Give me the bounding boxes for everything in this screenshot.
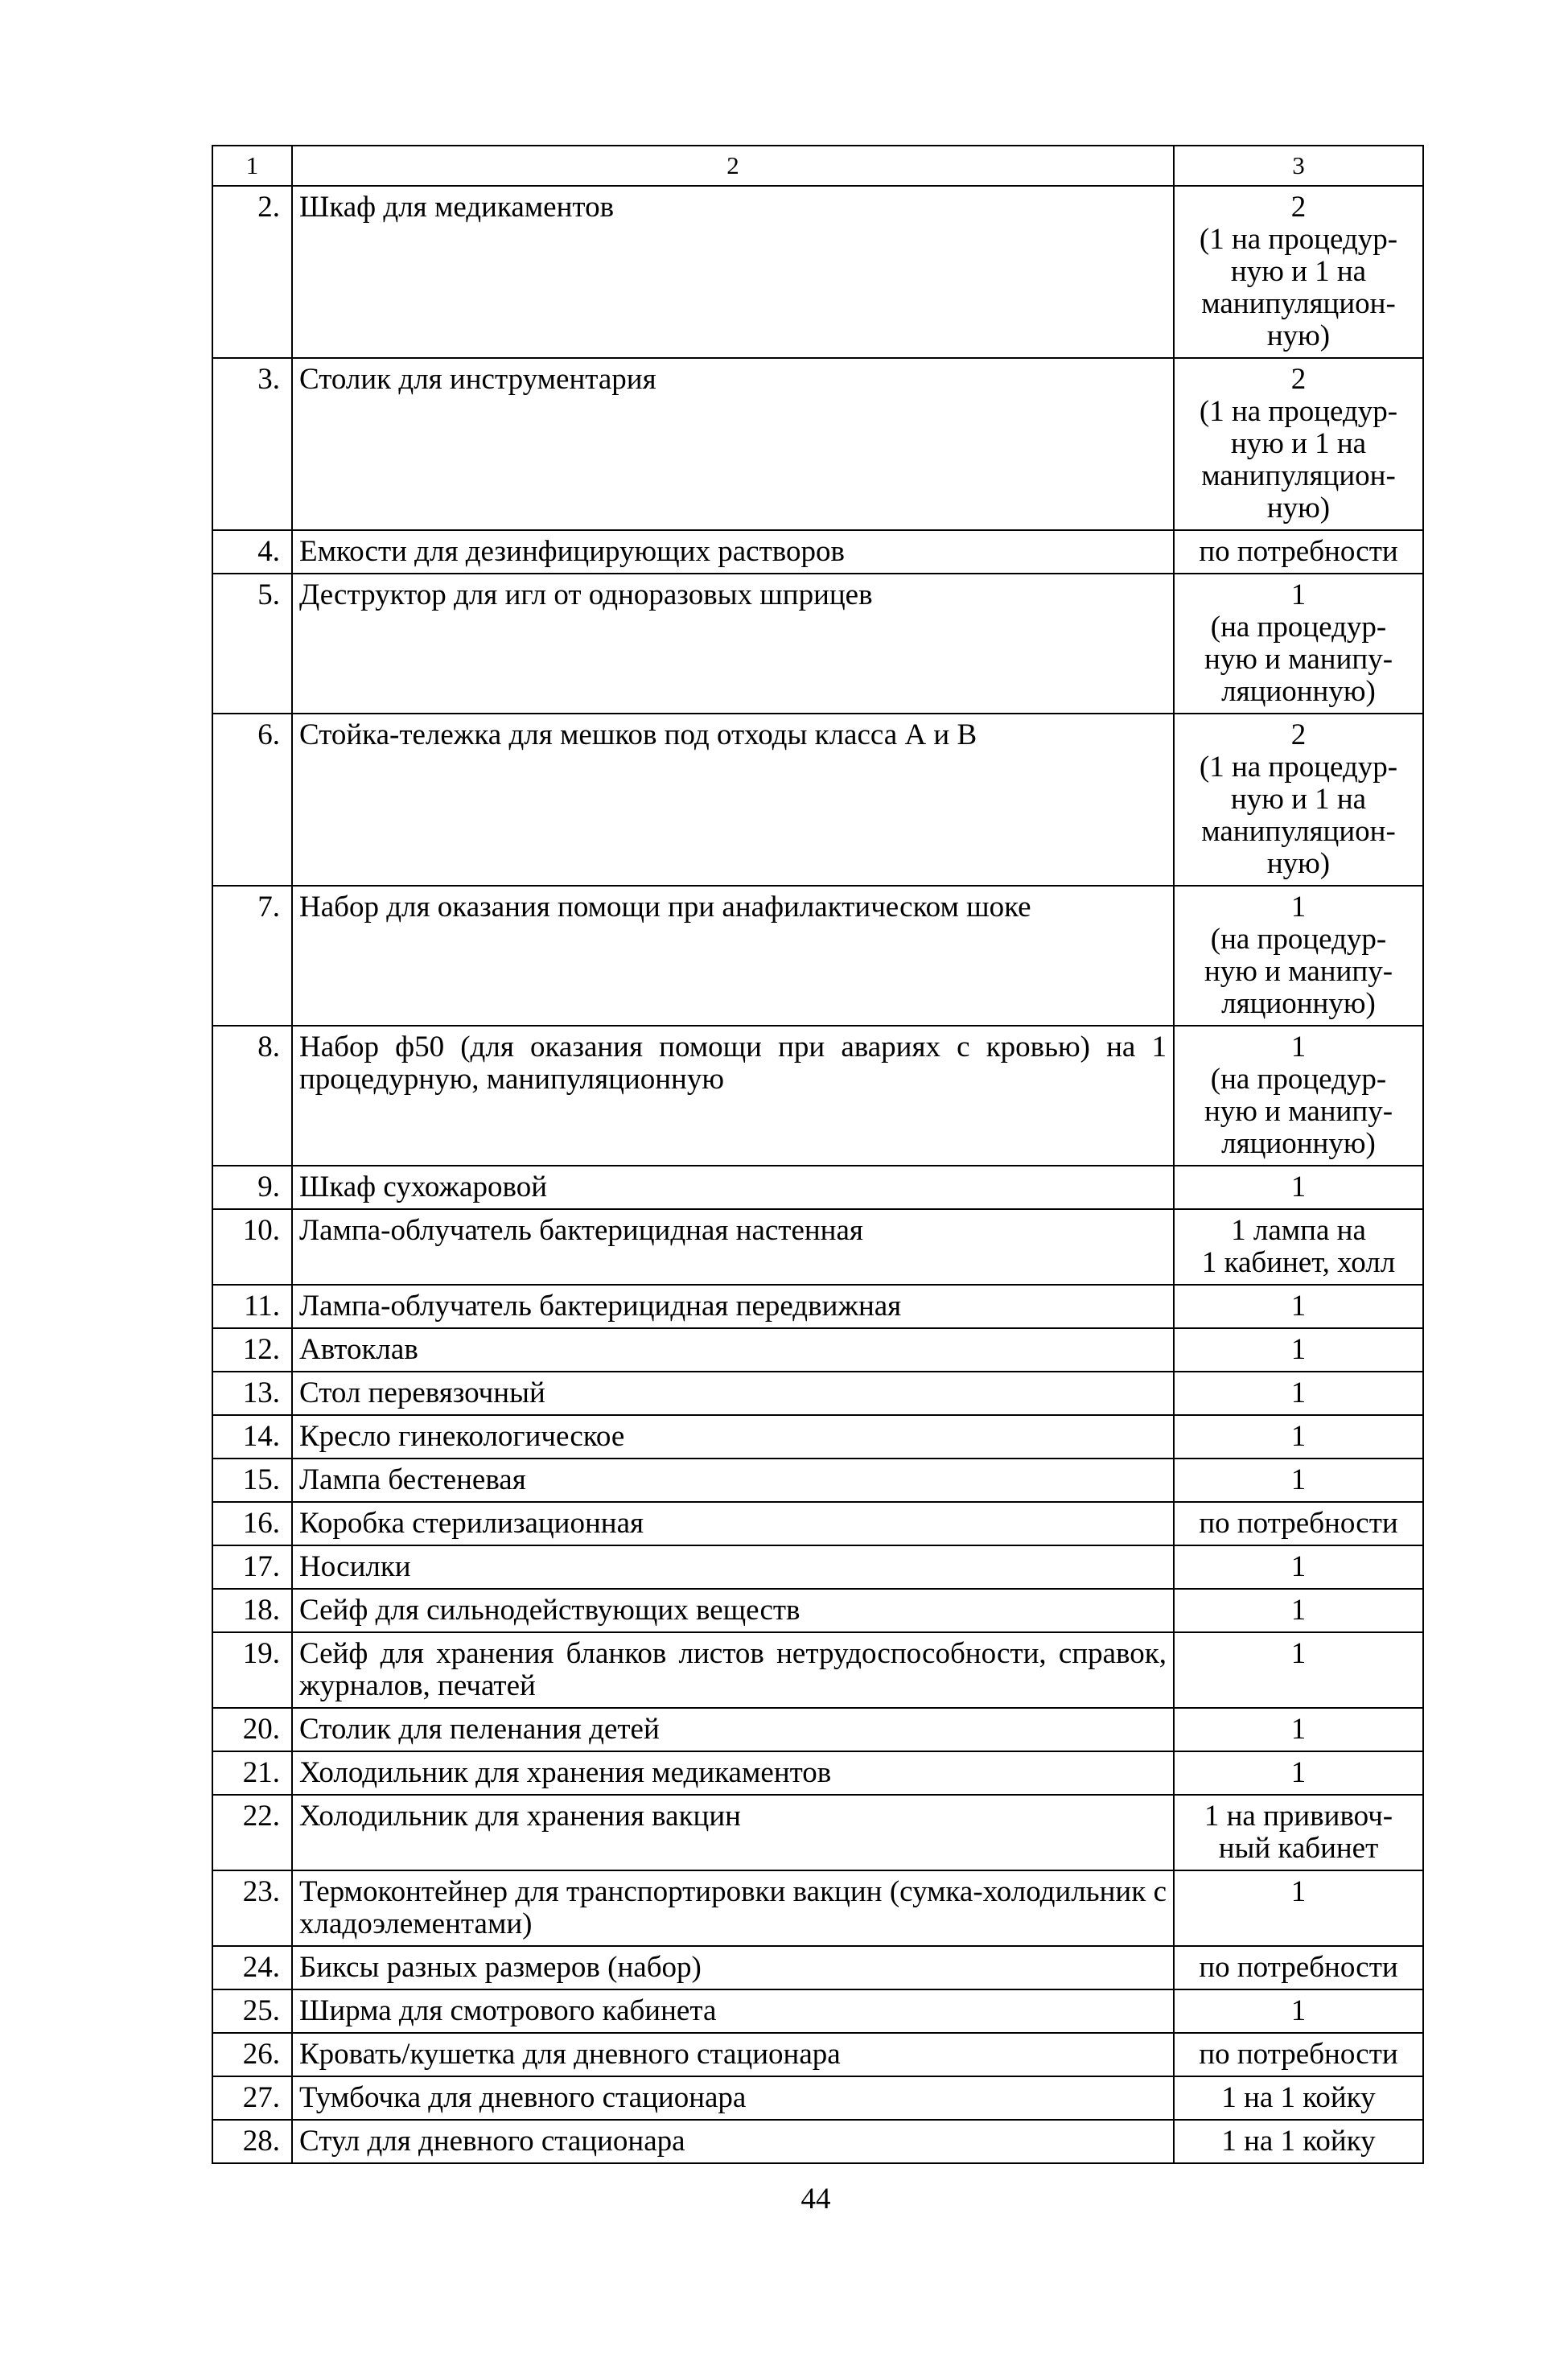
item-name: Набор ф50 (для оказания помощи при авариях с кровью) на 1 процедурную, манипуляционную: [292, 1026, 1174, 1166]
table-row: [212, 1589, 1423, 1632]
quantity-line: 1 на прививоч-: [1204, 1800, 1393, 1833]
table-row: [212, 1708, 1423, 1751]
item-name: Сейф для хранения бланков листов нетрудоспособности, справок, журналов, печатей: [292, 1632, 1174, 1708]
table-row: [212, 1209, 1423, 1285]
quantity-line: ную и 1 на: [1230, 427, 1367, 460]
quantity-line: 1 кабинет, холл: [1201, 1246, 1396, 1279]
row-number: 6.: [212, 714, 292, 886]
row-number: 3.: [212, 358, 292, 530]
row-number: 7.: [212, 886, 292, 1026]
item-quantity: [1174, 186, 1423, 358]
row-number: 2.: [212, 186, 292, 358]
table-row: [212, 530, 1423, 574]
row-number: 28.: [212, 2120, 292, 2163]
equipment-table: [212, 145, 1424, 2164]
row-number: 10.: [212, 1209, 292, 1285]
item-quantity: [1174, 530, 1423, 574]
table-row: [212, 574, 1423, 714]
quantity-line: 1: [1290, 1594, 1307, 1627]
quantity-line: 1: [1290, 1290, 1307, 1323]
table-row: [212, 1632, 1423, 1708]
quantity-line: 1: [1290, 1994, 1307, 2027]
table-header-row: [212, 146, 1423, 186]
quantity-line: ляционную): [1221, 675, 1376, 708]
item-name: Кресло гинекологическое: [292, 1415, 1174, 1459]
quantity-line: по потребности: [1199, 1951, 1398, 1984]
item-name: Деструктор для игл от одноразовых шприцев: [292, 574, 1174, 714]
row-number: 24.: [212, 1946, 292, 1989]
item-name: Стул для дневного стационара: [292, 2120, 1174, 2163]
quantity-line: ный кабинет: [1218, 1832, 1379, 1865]
table-row: [212, 186, 1423, 358]
row-number: 19.: [212, 1632, 292, 1708]
item-quantity: [1174, 1328, 1423, 1372]
item-name: Столик для инструментария: [292, 358, 1174, 530]
row-number: 22.: [212, 1795, 292, 1870]
item-quantity: [1174, 1632, 1423, 1708]
quantity-line: манипуляцион-: [1201, 287, 1396, 320]
column-header: 1: [212, 146, 292, 186]
table-row: [212, 358, 1423, 530]
quantity-line: 1: [1290, 1875, 1307, 1908]
quantity-line: (1 на процедур-: [1199, 223, 1398, 256]
table-row: [212, 1989, 1423, 2033]
table-row: [212, 1026, 1423, 1166]
table-row: [212, 2076, 1423, 2120]
row-number: 23.: [212, 1870, 292, 1946]
item-quantity: [1174, 886, 1423, 1026]
row-number: 4.: [212, 530, 292, 574]
item-name: Коробка стерилизационная: [292, 1502, 1174, 1545]
item-name: Тумбочка для дневного стационара: [292, 2076, 1174, 2120]
item-name: Кровать/кушетка для дневного стационара: [292, 2033, 1174, 2076]
quantity-line: 1: [1290, 1171, 1307, 1203]
table-row: [212, 1946, 1423, 1989]
item-name: Стол перевязочный: [292, 1372, 1174, 1415]
item-name: Лампа-облучатель бактерицидная передвижная: [292, 1285, 1174, 1328]
item-quantity: [1174, 1870, 1423, 1946]
table-row: [212, 1795, 1423, 1870]
table-row: [212, 1166, 1423, 1209]
item-quantity: [1174, 574, 1423, 714]
table-row: [212, 886, 1423, 1026]
item-name: Столик для пеленания детей: [292, 1708, 1174, 1751]
item-quantity: [1174, 1708, 1423, 1751]
row-number: 21.: [212, 1751, 292, 1795]
row-number: 11.: [212, 1285, 292, 1328]
item-name: Биксы разных размеров (набор): [292, 1946, 1174, 1989]
row-number: 15.: [212, 1459, 292, 1502]
item-quantity: [1174, 1589, 1423, 1632]
row-number: 12.: [212, 1328, 292, 1372]
table-row: [212, 2033, 1423, 2076]
quantity-line: 1: [1290, 1031, 1307, 1064]
quantity-line: ную и манипу-: [1204, 643, 1393, 676]
item-quantity: [1174, 714, 1423, 886]
quantity-line: 1: [1290, 1713, 1307, 1746]
item-quantity: [1174, 1209, 1423, 1285]
table-row: [212, 1459, 1423, 1502]
quantity-line: (на процедур-: [1210, 611, 1387, 644]
table-row: [212, 1285, 1423, 1328]
quantity-line: 1: [1290, 1333, 1307, 1366]
item-quantity: [1174, 1459, 1423, 1502]
quantity-line: 2: [1290, 363, 1307, 396]
quantity-line: 1 на 1 койку: [1221, 2125, 1376, 2158]
quantity-line: 1: [1290, 1420, 1307, 1453]
item-name: Шкаф сухожаровой: [292, 1166, 1174, 1209]
item-quantity: [1174, 1285, 1423, 1328]
quantity-line: ляционную): [1221, 1127, 1376, 1160]
quantity-line: по потребности: [1199, 2038, 1398, 2071]
row-number: 8.: [212, 1026, 292, 1166]
row-number: 14.: [212, 1415, 292, 1459]
quantity-line: ляционную): [1221, 987, 1376, 1020]
column-header: 2: [292, 146, 1174, 186]
quantity-line: 1: [1290, 1376, 1307, 1409]
item-name: Стойка-тележка для мешков под отходы класса А и В: [292, 714, 1174, 886]
row-number: 18.: [212, 1589, 292, 1632]
row-number: 27.: [212, 2076, 292, 2120]
quantity-line: манипуляцион-: [1201, 459, 1396, 492]
table-row: [212, 1372, 1423, 1415]
quantity-line: ную и манипу-: [1204, 1095, 1393, 1128]
item-quantity: [1174, 2120, 1423, 2163]
quantity-line: 1 лампа на: [1231, 1214, 1366, 1247]
table-row: [212, 1328, 1423, 1372]
quantity-line: 1: [1290, 1756, 1307, 1789]
quantity-line: 1: [1290, 1463, 1307, 1496]
column-header: 3: [1174, 146, 1423, 186]
item-quantity: [1174, 1946, 1423, 1989]
quantity-line: 1: [1290, 1550, 1307, 1583]
quantity-line: по потребности: [1199, 1507, 1398, 1540]
row-number: 16.: [212, 1502, 292, 1545]
quantity-line: 2: [1290, 191, 1307, 224]
table-row: [212, 1751, 1423, 1795]
item-name: Шкаф для медикаментов: [292, 186, 1174, 358]
quantity-line: 1 на 1 койку: [1221, 2081, 1376, 2114]
row-number: 26.: [212, 2033, 292, 2076]
item-name: Автоклав: [292, 1328, 1174, 1372]
quantity-line: ную): [1266, 847, 1331, 880]
quantity-line: (на процедур-: [1210, 1063, 1387, 1096]
table-row: [212, 1870, 1423, 1946]
quantity-line: 2: [1290, 718, 1307, 751]
row-number: 25.: [212, 1989, 292, 2033]
row-number: 9.: [212, 1166, 292, 1209]
item-name: Холодильник для хранения вакцин: [292, 1795, 1174, 1870]
quantity-line: (1 на процедур-: [1199, 395, 1398, 428]
item-name: Сейф для сильнодействующих веществ: [292, 1589, 1174, 1632]
item-quantity: [1174, 1166, 1423, 1209]
item-name: Лампа бестеневая: [292, 1459, 1174, 1502]
item-quantity: [1174, 1545, 1423, 1589]
item-name: Холодильник для хранения медикаментов: [292, 1751, 1174, 1795]
item-quantity: [1174, 1989, 1423, 2033]
item-quantity: [1174, 1795, 1423, 1870]
item-name: Ширма для смотрового кабинета: [292, 1989, 1174, 2033]
row-number: 5.: [212, 574, 292, 714]
quantity-line: 1: [1290, 891, 1307, 924]
row-number: 17.: [212, 1545, 292, 1589]
row-number: 13.: [212, 1372, 292, 1415]
quantity-line: манипуляцион-: [1201, 815, 1396, 848]
item-quantity: [1174, 1415, 1423, 1459]
quantity-line: (1 на процедур-: [1199, 751, 1398, 784]
quantity-line: ную): [1266, 319, 1331, 352]
item-name: Лампа-облучатель бактерицидная настенная: [292, 1209, 1174, 1285]
quantity-line: 1: [1290, 1637, 1307, 1670]
item-name: Термоконтейнер для транспортировки вакцин (сумка-холодильник с хладоэлементами): [292, 1870, 1174, 1946]
item-name: Набор для оказания помощи при анафилактическом шоке: [292, 886, 1174, 1026]
item-quantity: [1174, 2033, 1423, 2076]
item-name: Емкости для дезинфицирующих растворов: [292, 530, 1174, 574]
quantity-line: ную и 1 на: [1230, 255, 1367, 288]
table-row: [212, 2120, 1423, 2163]
item-quantity: [1174, 1026, 1423, 1166]
table-row: [212, 1502, 1423, 1545]
page-number: 44: [800, 2183, 831, 2216]
item-quantity: [1174, 1502, 1423, 1545]
quantity-line: ную и 1 на: [1230, 783, 1367, 816]
quantity-line: ную): [1266, 492, 1331, 525]
table-row: [212, 1545, 1423, 1589]
item-name: Носилки: [292, 1545, 1174, 1589]
item-quantity: [1174, 1751, 1423, 1795]
item-quantity: [1174, 358, 1423, 530]
item-quantity: [1174, 1372, 1423, 1415]
item-quantity: [1174, 2076, 1423, 2120]
quantity-line: 1: [1290, 578, 1307, 611]
table-row: [212, 714, 1423, 886]
quantity-line: ную и манипу-: [1204, 955, 1393, 988]
row-number: 20.: [212, 1708, 292, 1751]
quantity-line: (на процедур-: [1210, 923, 1387, 956]
table-row: [212, 1415, 1423, 1459]
quantity-line: по потребности: [1199, 535, 1398, 568]
